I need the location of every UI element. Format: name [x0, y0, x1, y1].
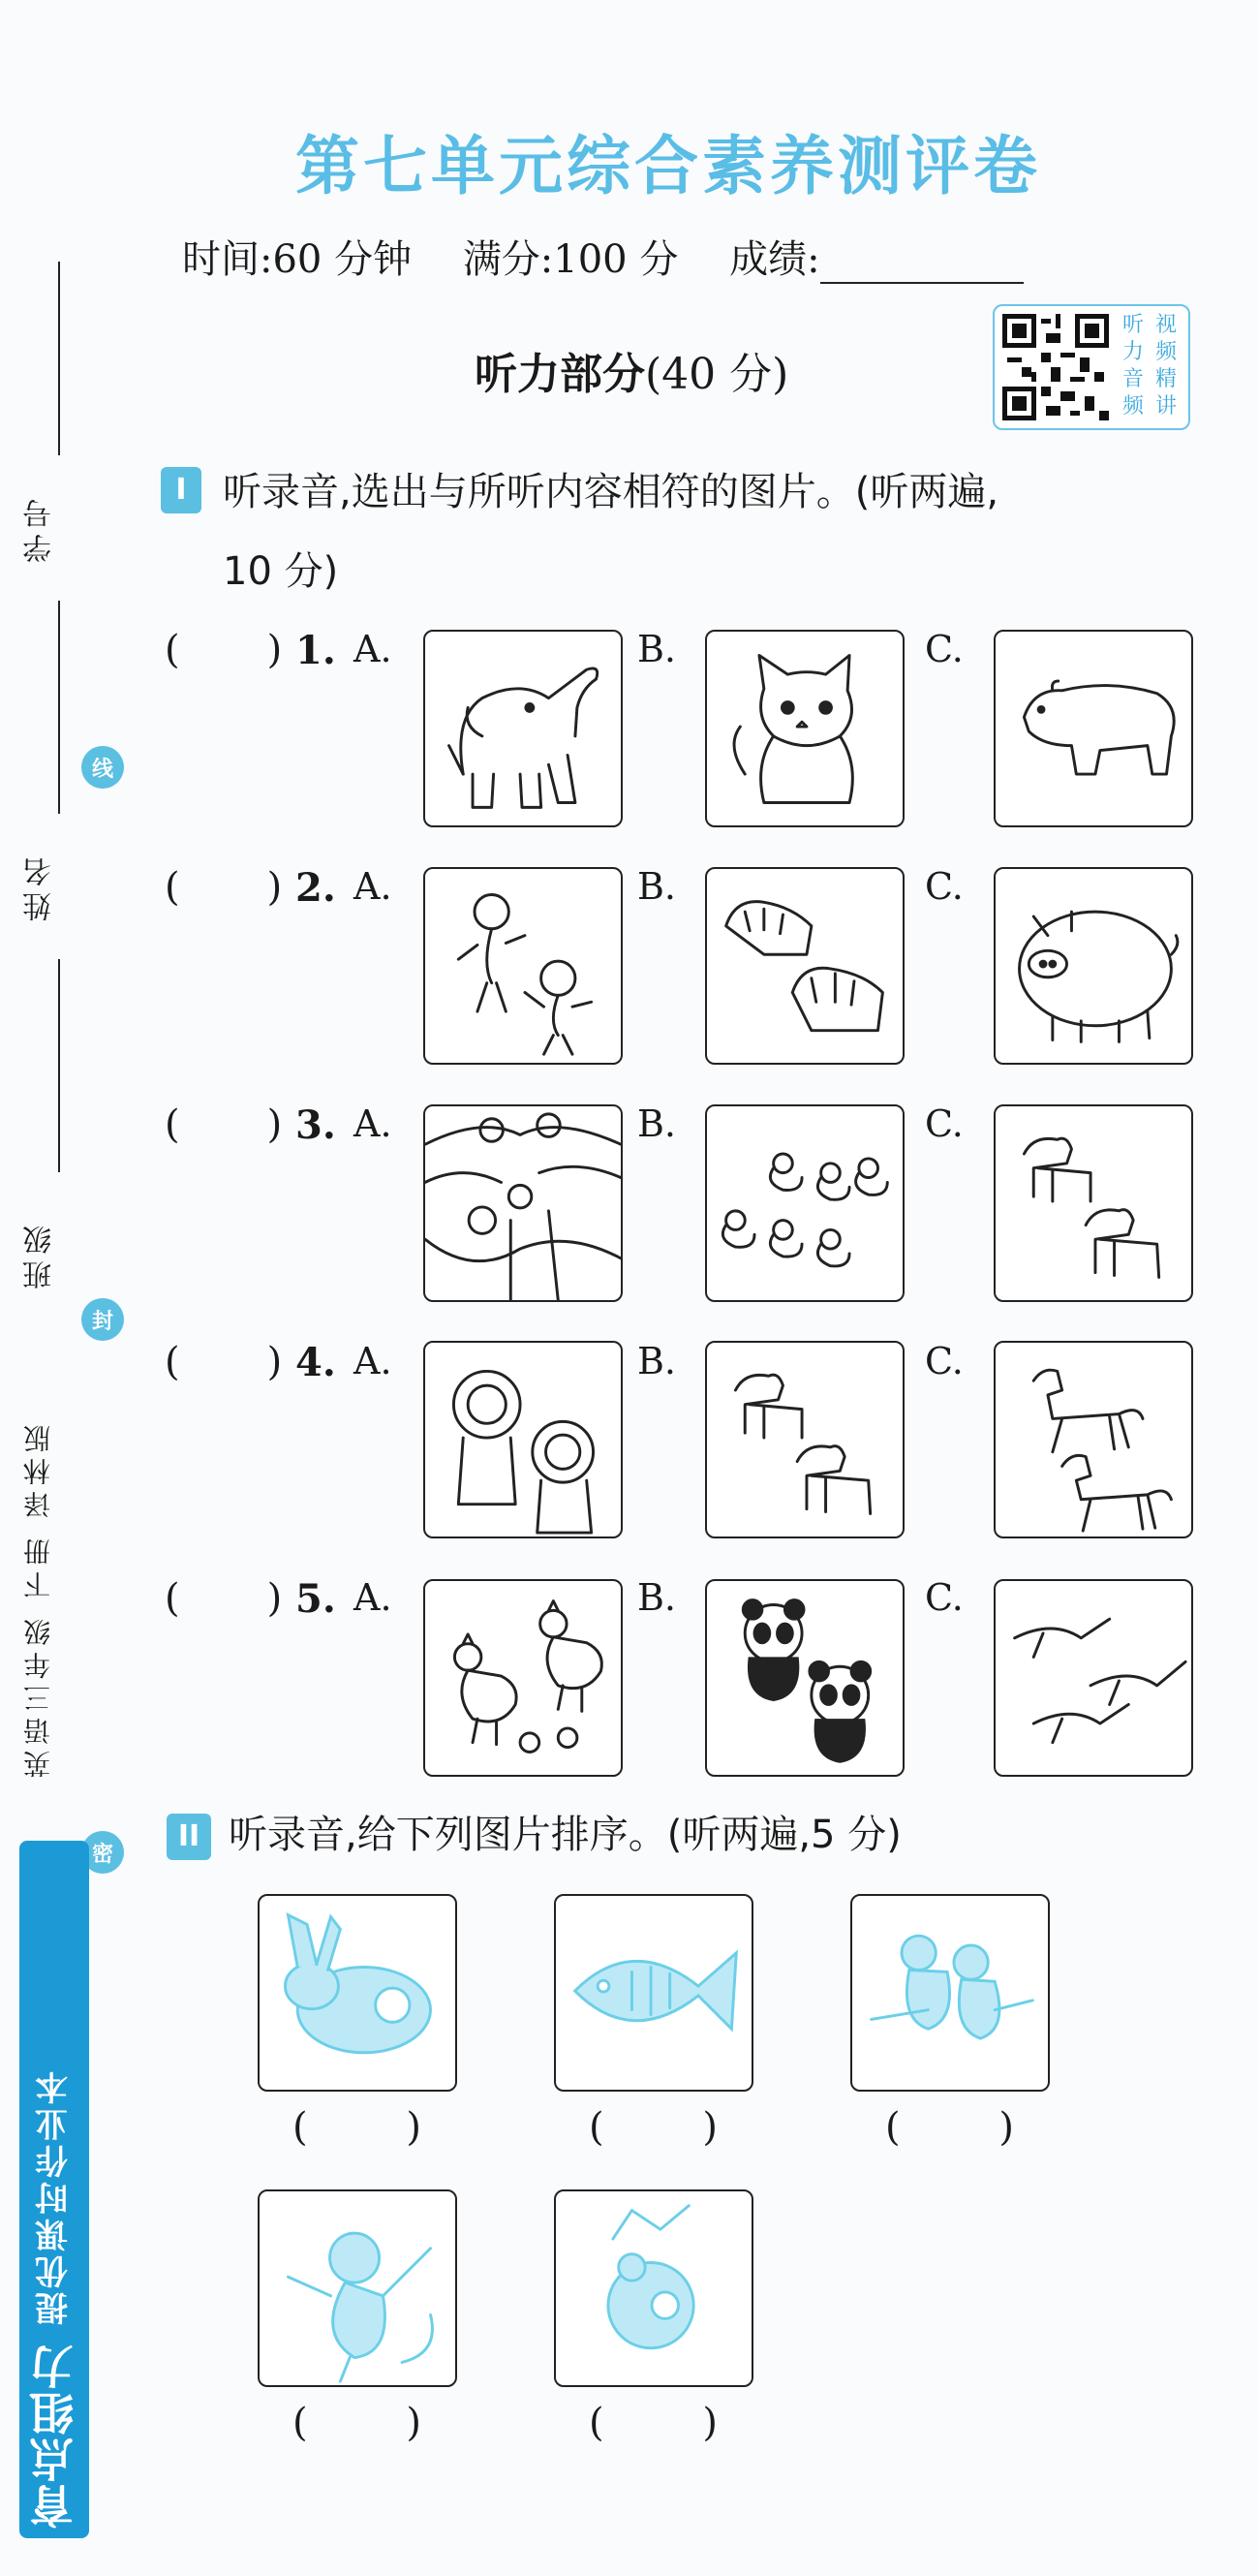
pig-drawing — [996, 869, 1191, 1063]
option-picture-monkeys-in-tree[interactable] — [423, 1104, 623, 1302]
binding-line — [58, 262, 60, 455]
line-circle: 线 — [81, 746, 124, 789]
fish-papercut — [556, 1896, 752, 2090]
option-picture-horses[interactable] — [994, 1341, 1193, 1538]
monkey-papercut — [260, 2191, 455, 2385]
option-label: B. — [637, 1576, 677, 1619]
option-picture-monkeys[interactable] — [423, 867, 623, 1065]
chickens-drawing — [425, 1581, 621, 1775]
horses-drawing — [996, 1343, 1191, 1536]
book-label: 英语三年级 下册 译林版 — [22, 1419, 54, 1778]
option-label: B. — [637, 1340, 677, 1382]
qr-code-icon — [1002, 314, 1109, 420]
time-limit: 时间:60 分钟 — [182, 237, 413, 282]
option-picture-lions[interactable] — [423, 1341, 623, 1538]
qr-char: 视 — [1154, 313, 1177, 337]
monkeys-in-tree-drawing — [425, 1106, 621, 1300]
bear-drawing — [996, 632, 1191, 825]
class-label: 班级 — [23, 1220, 57, 1289]
seal-circle-2: 密 — [81, 1831, 124, 1874]
grade-label: 成绩: — [729, 237, 820, 282]
full-score: 满分:100 分 — [462, 237, 679, 282]
qr-char: 听 — [1121, 313, 1144, 337]
option-label: C. — [925, 628, 964, 670]
qr-char: 讲 — [1154, 394, 1177, 419]
papercut-picture-fish[interactable] — [554, 1894, 753, 2092]
dogs-drawing — [707, 1343, 903, 1536]
birds-papercut — [852, 1896, 1048, 2090]
answer-paren[interactable]: ( ) — [165, 1102, 283, 1147]
qr-char: 精 — [1154, 367, 1177, 391]
lions-drawing — [425, 1343, 621, 1536]
grade-blank[interactable] — [820, 243, 1024, 284]
option-picture-ducks[interactable] — [705, 1104, 905, 1302]
tigers-drawing — [707, 869, 903, 1063]
option-picture-dogs[interactable] — [994, 1104, 1193, 1302]
elephant-drawing — [425, 632, 621, 825]
qr-caption — [1117, 312, 1182, 420]
qr-char: 音 — [1121, 367, 1144, 391]
option-picture-dogs[interactable] — [705, 1341, 905, 1538]
section-score: (40 分) — [645, 350, 789, 399]
brand-name: 育点组力 — [28, 2343, 80, 2529]
question-number-badge: I — [161, 467, 201, 513]
option-label: A. — [353, 628, 392, 670]
option-label: C. — [925, 865, 964, 908]
qr-char: 频 — [1154, 340, 1177, 364]
option-label: B. — [637, 628, 677, 670]
order-paren[interactable]: ( ) — [292, 2401, 421, 2445]
section-heading — [475, 339, 788, 401]
papercut-picture-birds[interactable] — [850, 1894, 1050, 2092]
answer-paren[interactable]: ( ) — [165, 1576, 283, 1621]
qr-char: 频 — [1121, 394, 1144, 419]
item-number: 4. — [295, 1340, 336, 1385]
item-number: 3. — [295, 1102, 336, 1148]
option-label: C. — [925, 1576, 964, 1619]
option-label: B. — [637, 1102, 677, 1145]
option-label: A. — [353, 865, 392, 908]
panda-papercut — [556, 2191, 752, 2385]
birds-drawing — [996, 1581, 1191, 1775]
student-no-label: 学号 — [23, 493, 57, 563]
monkeys-drawing — [425, 869, 621, 1063]
answer-paren[interactable]: ( ) — [165, 628, 283, 672]
brand-subtitle: 提优课时作业本 — [35, 2067, 75, 2325]
option-picture-pig[interactable] — [994, 867, 1193, 1065]
item-number: 2. — [295, 865, 336, 911]
question-number-badge: II — [167, 1814, 211, 1860]
option-picture-birds[interactable] — [994, 1579, 1193, 1777]
question-2-text: 听录音,给下列图片排序。(听两遍,5 分) — [229, 1813, 902, 1857]
option-picture-pandas[interactable] — [705, 1579, 905, 1777]
option-label: A. — [353, 1102, 392, 1145]
order-paren[interactable]: ( ) — [885, 2105, 1014, 2150]
binding-line — [58, 601, 60, 814]
option-picture-bear[interactable] — [994, 630, 1193, 827]
option-picture-chickens[interactable] — [423, 1579, 623, 1777]
option-picture-tigers[interactable] — [705, 867, 905, 1065]
option-label: C. — [925, 1340, 964, 1382]
answer-paren[interactable]: ( ) — [165, 1340, 283, 1384]
order-paren[interactable]: ( ) — [292, 2105, 421, 2150]
question-1-text-cont: 10 分) — [223, 549, 339, 594]
name-label: 姓名 — [23, 852, 57, 921]
order-paren[interactable]: ( ) — [589, 2105, 718, 2150]
dogs-drawing — [996, 1106, 1191, 1300]
seal-circle: 封 — [81, 1298, 124, 1341]
option-label: B. — [637, 865, 677, 908]
binding-line — [58, 959, 60, 1172]
option-label: A. — [353, 1576, 392, 1619]
question-1-text: 听录音,选出与所听内容相符的图片。(听两遍, — [223, 470, 999, 514]
order-paren[interactable]: ( ) — [589, 2401, 718, 2445]
pandas-drawing — [707, 1581, 903, 1775]
papercut-picture-monkey[interactable] — [258, 2189, 457, 2387]
qr-code-panel[interactable] — [993, 304, 1190, 430]
exam-meta — [182, 229, 1024, 284]
cat-drawing — [707, 632, 903, 825]
section-title: 听力部分 — [475, 350, 645, 399]
option-label: C. — [925, 1102, 964, 1145]
qr-char: 力 — [1121, 340, 1144, 364]
option-label: A. — [353, 1340, 392, 1382]
ducks-drawing — [707, 1106, 903, 1300]
page-title: 第七单元综合素养测评卷 — [295, 129, 1041, 203]
item-number: 1. — [295, 628, 336, 673]
brand-strip — [19, 1841, 89, 2538]
papercut-picture-panda[interactable] — [554, 2189, 753, 2387]
answer-paren[interactable]: ( ) — [165, 865, 283, 910]
papercut-picture-rabbit[interactable] — [258, 1894, 457, 2092]
rabbit-papercut — [260, 1896, 455, 2090]
option-picture-cat[interactable] — [705, 630, 905, 827]
option-picture-elephant[interactable] — [423, 630, 623, 827]
item-number: 5. — [295, 1576, 336, 1622]
